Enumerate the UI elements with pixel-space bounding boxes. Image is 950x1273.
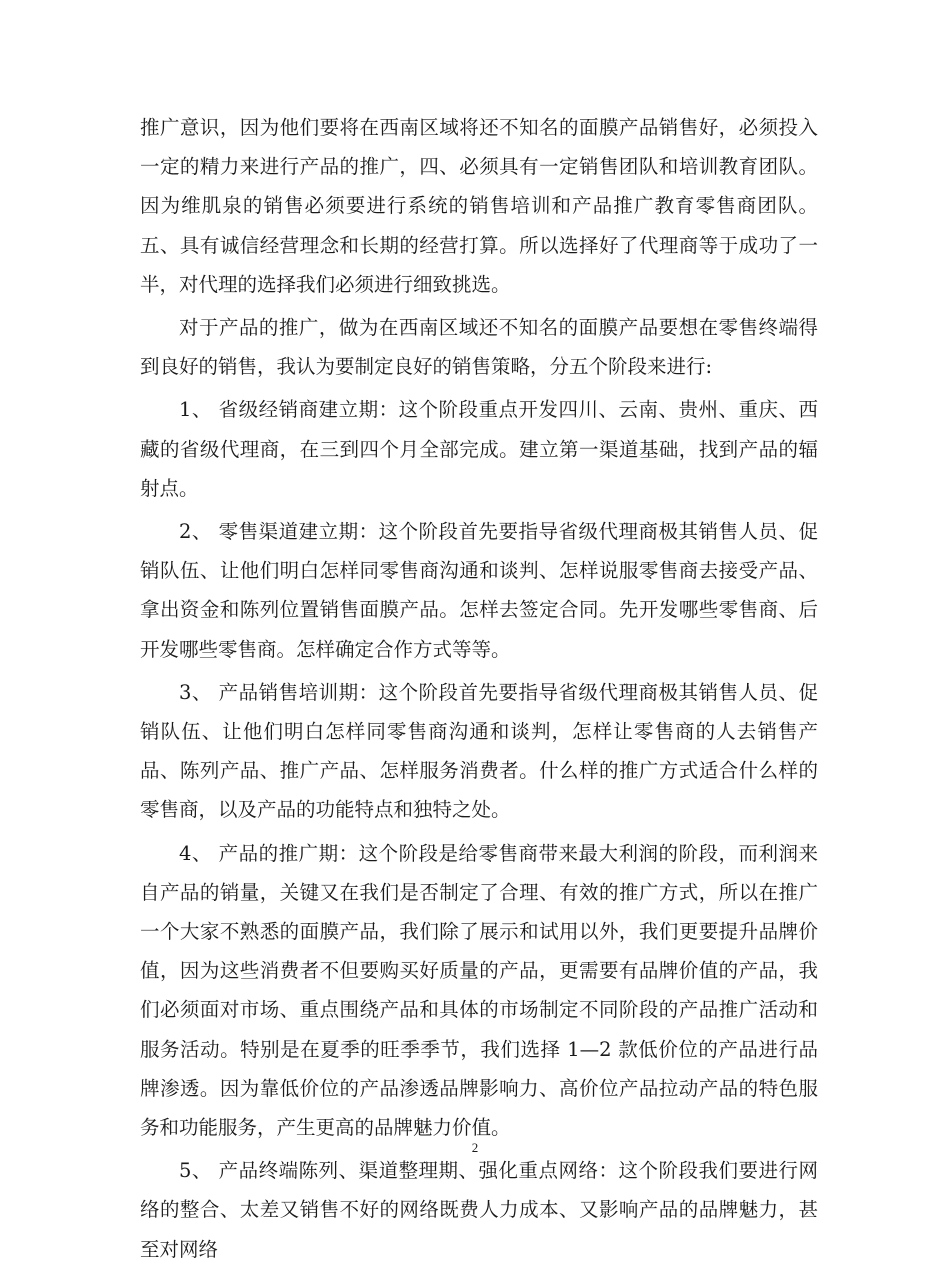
paragraph-continuation: 推广意识，因为他们要将在西南区域将还不知名的面膜产品销售好，必须投入一定的精力来进行产品的推广，四、必须具有一定销售团队和培训教育团队。因为维肌泉的销售必须要进行系统的销售培训和产品推广教育零售商团队。五、具有诚信经营理念和长期的经营打算。所以选择好了代理商等于成功了一半，对代理的选择我们必须进行细致挑选。 <box>140 116 818 296</box>
paragraph-stage-3: 3、 产品销售培训期：这个阶段首先要指导省级代理商极其销售人员、促销队伍、让他们明白怎样同零售商沟通和谈判，怎样让零售商的人去销售产品、陈列产品、推广产品、怎样服务消费者。什么样的推广方式适合什么样的零售商，以及产品的功能特点和独特之处。 <box>140 680 818 822</box>
paragraph-stage-1: 1、 省级经销商建立期：这个阶段重点开发四川、云南、贵州、重庆、西藏的省级代理商，在三到四个月全部完成。建立第一渠道基础，找到产品的辐射点。 <box>140 398 818 500</box>
page-number: 2 <box>471 1140 479 1155</box>
paragraph-stage-5: 5、 产品终端陈列、渠道整理期、强化重点网络：这个阶段我们要进行网络的整合、太差又销售不好的网络既费人力成本、又影响产品的品牌魅力，甚至对网络 <box>140 1159 818 1261</box>
paragraph-promotion-intro: 对于产品的推广，做为在西南区域还不知名的面膜产品要想在零售终端得到良好的销售，我认为要制定良好的销售策略，分五个阶段来进行: <box>140 316 818 379</box>
paragraph-stage-2: 2、 零售渠道建立期：这个阶段首先要指导省级代理商极其销售人员、促销队伍、让他们明白怎样同零售商沟通和谈判、怎样说服零售商去接受产品、拿出资金和陈列位置销售面膜产品。怎样去签定合同。先开发哪些零售商、后开发哪些零售商。怎样确定合作方式等等。 <box>140 520 818 661</box>
paragraph-stage-4: 4、 产品的推广期：这个阶段是给零售商带来最大利润的阶段，而利润来自产品的销量，关键又在我们是否制定了合理、有效的推广方式，所以在推广一个大家不熟悉的面膜产品，我们除了展示和试用以外，我们更要提升品牌价值，因为这些消费者不但要购买好质量的产品，更需要有品牌价值的产品，我们必须面对市场、重点围绕产品和具体的市场制定不同阶段的产品推广活动和服务活动。特别是在夏季的旺季季节，我们选择 1—2 款低价位的产品进行品牌渗透。因为靠低价位的产品渗透品牌影响力、高价位产品拉动产品的特色服务和功能服务，产生更高的品牌魅力价值。 <box>140 841 818 1140</box>
body-text <box>140 108 818 1273</box>
